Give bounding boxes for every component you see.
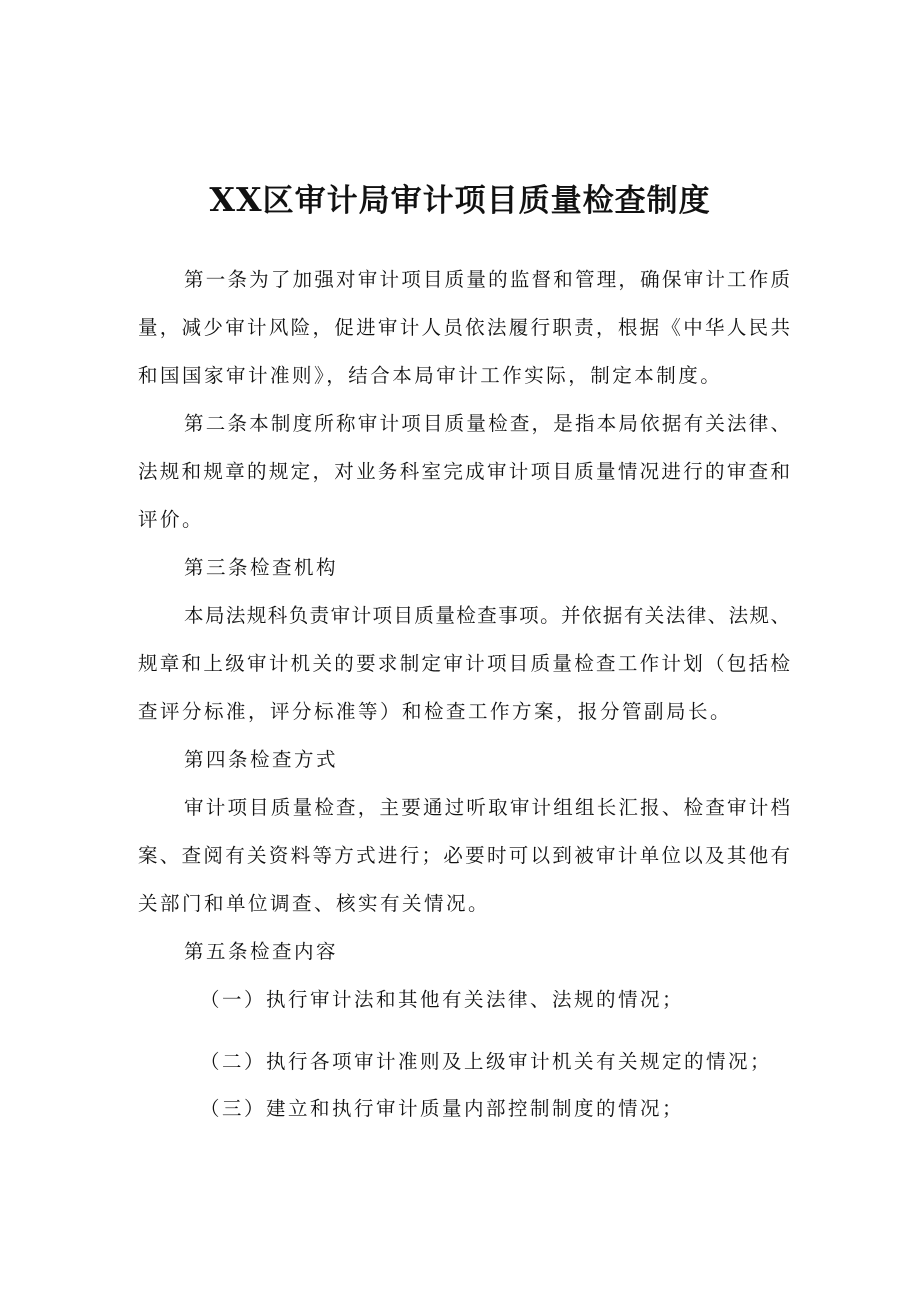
article1-line1: 第一条为了加强对审计项目质量的监督和管理，确保审计工作质 xyxy=(184,268,790,291)
article4-line2: 案、查阅有关资料等方式进行；必要时可以到被审计单位以及其他有 xyxy=(138,844,790,867)
article5-item-3: （三）建立和执行审计质量内部控制制度的情况； xyxy=(200,1097,685,1120)
article4-heading: 第四条检查方式 xyxy=(184,748,339,771)
article5-item-2: （二）执行各项审计准则及上级审计机关有关规定的情况； xyxy=(200,1050,773,1073)
article3-heading: 第三条检查机构 xyxy=(184,556,339,579)
article1-line3: 和国国家审计准则》，结合本局审计工作实际，制定本制度。 xyxy=(138,364,723,387)
article5-heading: 第五条检查内容 xyxy=(184,940,339,963)
article2-line2: 法规和规章的规定，对业务科室完成审计项目质量情况进行的审查和 xyxy=(138,460,790,483)
article4-line1: 审计项目质量检查，主要通过听取审计组组长汇报、检查审计档 xyxy=(184,796,790,819)
article4-line3: 关部门和单位调查、核实有关情况。 xyxy=(138,892,491,915)
article2-line1: 第二条本制度所称审计项目质量检查，是指本局依据有关法律、 xyxy=(184,412,790,435)
document-title xyxy=(0,176,920,225)
article3-line3: 查评分标准，评分标准等）和检查工作方案，报分管副局长。 xyxy=(138,700,733,723)
title-prefix: XX xyxy=(209,180,263,219)
article5-item-1: （一）执行审计法和其他有关法律、法规的情况； xyxy=(200,988,685,1011)
article2-line3: 评价。 xyxy=(138,508,205,531)
article3-line1: 本局法规科负责审计项目质量检查事项。并依据有关法律、法规、 xyxy=(184,604,790,627)
article3-line2: 规章和上级审计机关的要求制定审计项目质量检查工作计划（包括检 xyxy=(138,652,790,675)
title-text: 区审计局审计项目质量检查制度 xyxy=(262,183,711,219)
article1-line2: 量，减少审计风险，促进审计人员依法履行职责，根据《中华人民共 xyxy=(138,316,790,339)
